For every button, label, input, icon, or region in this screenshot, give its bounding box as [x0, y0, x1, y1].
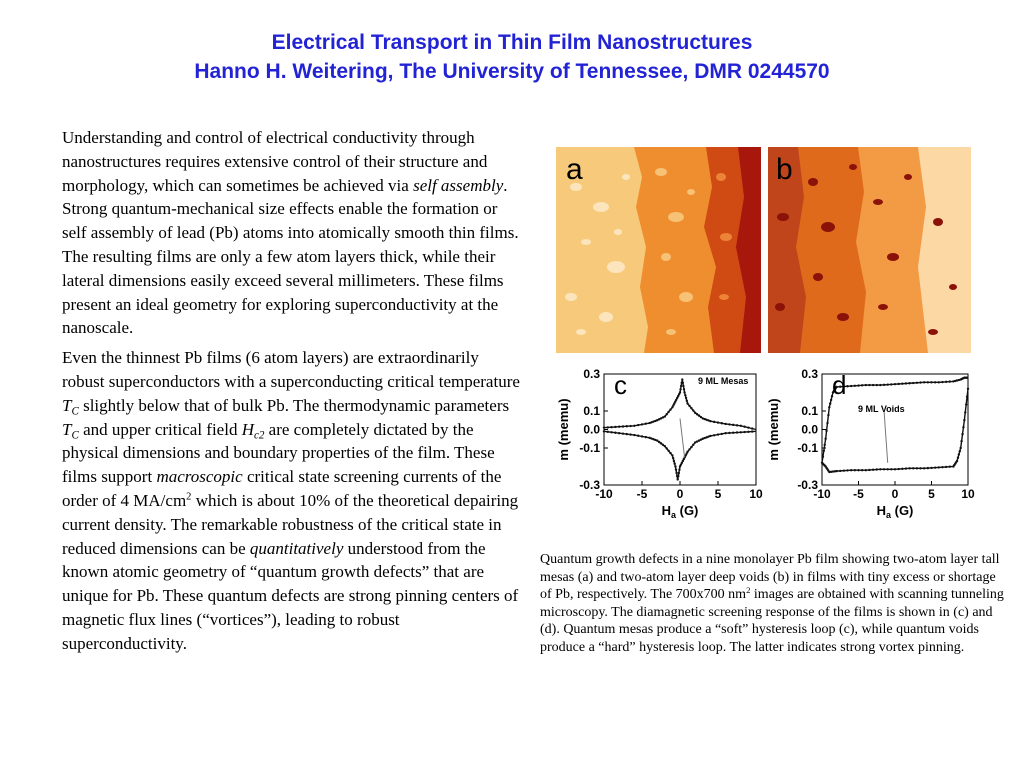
data-point — [861, 469, 863, 471]
x-tick-label: 5 — [714, 487, 722, 501]
data-point — [675, 469, 677, 471]
data-point — [887, 383, 889, 385]
p2-text-i: understood from the known atomic geometry of “quantum growth defects” that are unique for Pb. These quantum defects are strong pinning centers of magnetic flux lines (“vortices”), leading to robust superconductivity. — [62, 538, 519, 653]
data-point — [872, 469, 874, 471]
data-point — [919, 381, 921, 383]
data-point — [850, 469, 852, 471]
y-axis-label: m (memu) — [556, 398, 571, 461]
x-tick-label: 0 — [676, 487, 684, 501]
data-point — [669, 452, 671, 454]
p1-text-c: . Strong quantum-mechanical size effects enable the formation or self assembly of lead (Pb) atoms into atomically smooth thin films. The resulting films are only a few atom layers thick, while their lateral dimensions easily exceed several millimeters. These films present an ideal geometry for exploring superconductivity at the nanoscale. — [62, 175, 519, 338]
data-point — [645, 423, 647, 425]
data-point — [827, 414, 829, 416]
p1-italic-self-assembly: self assembly — [413, 175, 504, 195]
x-tick-label: 0 — [891, 487, 899, 501]
data-point — [732, 424, 734, 426]
p2-text-f: critical state screening currents of the order of 4 MA/cm — [62, 467, 502, 510]
data-point — [728, 423, 730, 425]
plot-annotation: 9 ML Voids — [858, 404, 905, 414]
data-point — [846, 385, 848, 387]
data-point — [683, 391, 685, 393]
stm-image-a — [556, 147, 761, 353]
p2-tc-symbol-2: T — [62, 419, 72, 439]
data-point — [934, 466, 936, 468]
data-point — [709, 420, 711, 422]
paragraph-1 — [62, 126, 520, 340]
data-point — [949, 466, 951, 468]
data-point — [822, 463, 824, 465]
data-point — [966, 377, 968, 379]
data-point — [916, 467, 918, 469]
data-point — [927, 467, 929, 469]
data-point — [958, 453, 960, 455]
data-point — [912, 382, 914, 384]
data-point — [938, 466, 940, 468]
data-point — [938, 381, 940, 383]
data-point — [610, 426, 612, 428]
data-point — [683, 388, 685, 390]
data-point — [618, 432, 620, 434]
data-point — [890, 468, 892, 470]
data-point — [709, 435, 711, 437]
data-point — [684, 394, 686, 396]
y-tick-label: 0.3 — [801, 367, 818, 381]
data-point — [633, 434, 635, 436]
title-line-2: Hanno H. Weitering, The University of Tennessee, DMR 0244570 — [194, 60, 830, 83]
data-point — [685, 397, 687, 399]
data-point — [743, 426, 745, 428]
data-point — [603, 426, 605, 428]
p2-tc-subscript: C — [71, 405, 79, 418]
data-point — [690, 407, 692, 409]
data-point — [941, 466, 943, 468]
p2-text-d: are completely dictated by the physical dimensions and boundary properties of the film. These films support — [62, 419, 495, 487]
x-tick-label: -5 — [636, 487, 648, 501]
data-point — [637, 424, 639, 426]
data-point — [829, 402, 831, 404]
stm-image-b — [768, 147, 971, 353]
data-point — [721, 433, 723, 435]
data-point — [823, 450, 825, 452]
y-tick-label: -0.1 — [797, 441, 818, 455]
data-point — [680, 385, 682, 387]
data-point — [876, 468, 878, 470]
p2-text-b: slightly below that of bulk Pb. The thermodynamic parameters — [78, 395, 510, 415]
data-point — [912, 467, 914, 469]
data-point — [690, 446, 692, 448]
body-text — [62, 126, 520, 662]
p1-text-a: Understanding and control of electrical conductivity through nanostructures requires extensive control of their structure and morphology, which can sometimes be achieved via — [62, 128, 488, 195]
data-point — [641, 423, 643, 425]
data-point — [957, 457, 959, 459]
data-point — [747, 431, 749, 433]
data-point — [923, 381, 925, 383]
data-point — [865, 384, 867, 386]
data-point — [927, 381, 929, 383]
panel-label: d — [832, 370, 847, 400]
plot-annotation: 9 ML Mesas — [698, 376, 749, 386]
data-point — [736, 424, 738, 426]
x-tick-label: 10 — [749, 487, 763, 501]
data-point — [688, 405, 690, 407]
data-point — [614, 432, 616, 434]
data-point — [626, 433, 628, 435]
x-tick-label: 10 — [961, 487, 975, 501]
data-point — [930, 467, 932, 469]
series-line-3 — [680, 418, 685, 457]
y-tick-label: 0.1 — [801, 404, 818, 418]
data-point — [952, 465, 954, 467]
data-point — [905, 467, 907, 469]
title-line-1: Electrical Transport in Thin Film Nanostructures — [271, 31, 753, 54]
data-point — [961, 433, 963, 435]
data-point — [633, 425, 635, 427]
hysteresis-plot-d — [766, 362, 976, 522]
data-point — [857, 469, 859, 471]
data-point — [666, 413, 668, 415]
data-point — [675, 472, 677, 474]
data-point — [713, 434, 715, 436]
data-point — [622, 432, 624, 434]
y-tick-label: 0.1 — [583, 404, 600, 418]
data-point — [682, 382, 684, 384]
data-point — [894, 468, 896, 470]
y-tick-label: -0.1 — [579, 441, 600, 455]
data-point — [673, 463, 675, 465]
panel-label: c — [614, 370, 627, 400]
data-point — [688, 448, 690, 450]
data-point — [622, 425, 624, 427]
data-point — [743, 431, 745, 433]
data-point — [677, 478, 679, 480]
data-point — [879, 468, 881, 470]
panel-a-label: a — [566, 153, 583, 186]
data-point — [894, 383, 896, 385]
x-tick-label: 5 — [928, 487, 935, 501]
p2-tc-symbol: T — [62, 395, 72, 415]
data-point — [916, 382, 918, 384]
x-axis-label: $H_a$ (G) — [876, 503, 914, 520]
hysteresis-plot-c — [556, 362, 761, 522]
data-point — [681, 378, 683, 380]
data-point — [667, 450, 669, 452]
data-point — [728, 432, 730, 434]
data-point — [854, 469, 856, 471]
data-point — [824, 438, 826, 440]
data-point — [908, 382, 910, 384]
data-point — [751, 427, 753, 429]
data-point — [610, 431, 612, 433]
p2-italic-macroscopic: macroscopic — [156, 467, 243, 487]
p2-text-c: and upper critical field — [78, 419, 242, 439]
y-axis-label: m (memu) — [766, 398, 781, 461]
caption-text-a: Quantum growth defects in a nine monolayer Pb film showing two-atom layer tall mesas (a) and two-atom layer deep voids (b) in films with tiny excess or shortage of Pb, respectively. The 700x700 nm — [540, 552, 1000, 602]
data-point — [740, 431, 742, 433]
y-tick-label: 0.3 — [583, 367, 600, 381]
data-point — [967, 388, 969, 390]
data-point — [721, 422, 723, 424]
data-point — [908, 467, 910, 469]
data-point — [672, 457, 674, 459]
series-line-2 — [822, 389, 968, 472]
data-point — [960, 440, 962, 442]
data-point — [934, 381, 936, 383]
data-point — [825, 430, 827, 432]
data-point — [839, 470, 841, 472]
data-point — [686, 402, 688, 404]
data-point — [713, 421, 715, 423]
data-point — [868, 384, 870, 386]
data-point — [666, 447, 668, 449]
data-point — [945, 381, 947, 383]
data-point — [905, 382, 907, 384]
data-point — [674, 465, 676, 467]
data-point — [824, 444, 826, 446]
data-point — [949, 380, 951, 382]
data-point — [901, 468, 903, 470]
slide-title — [0, 28, 1024, 86]
p2-text-a: Even the thinnest Pb films (6 atom layers) are extraordinarily robust superconductors with a superconducting critical temperature — [62, 348, 520, 391]
p2-text-g: which is about 10% of the theoretical depairing current density. The remarkable robustness of the critical state in reduced dimensions can be — [62, 490, 519, 558]
data-point — [724, 423, 726, 425]
data-point — [667, 411, 669, 413]
data-point — [692, 409, 694, 411]
paragraph-2 — [62, 346, 520, 655]
data-point — [678, 469, 680, 471]
y-tick-label: -0.3 — [797, 478, 818, 492]
y-tick-label: 0.0 — [801, 422, 818, 437]
data-point — [872, 384, 874, 386]
data-point — [618, 426, 620, 428]
data-point — [846, 469, 848, 471]
data-point — [626, 425, 628, 427]
data-point — [736, 431, 738, 433]
data-point — [664, 415, 666, 417]
p2-hc2-symbol: H — [241, 419, 254, 439]
data-point — [865, 469, 867, 471]
data-point — [686, 400, 688, 402]
data-point — [883, 468, 885, 470]
data-point — [879, 384, 881, 386]
data-point — [717, 421, 719, 423]
data-point — [959, 450, 961, 452]
data-point — [692, 444, 694, 446]
caption-text-b: images are obtained with scanning tunneling microscopy. The diamagnetic screening response of the films is shown in (c) and (d). Quantum mesas produce a “soft” hysteresis loop (c), while quantum voids produce a “hard” hysteresis loop. The latter indicates strong vortex pinning. — [540, 587, 1004, 655]
panel-b-label: b — [776, 153, 793, 186]
x-tick-label: -5 — [853, 487, 864, 501]
data-point — [673, 460, 675, 462]
data-point — [732, 432, 734, 434]
series-line-3 — [884, 411, 888, 463]
data-point — [641, 435, 643, 437]
data-point — [868, 469, 870, 471]
data-point — [861, 384, 863, 386]
data-point — [629, 425, 631, 427]
data-point — [897, 383, 899, 385]
data-point — [919, 467, 921, 469]
data-point — [923, 467, 925, 469]
data-point — [887, 468, 889, 470]
data-point — [671, 454, 673, 456]
data-point — [637, 435, 639, 437]
data-point — [724, 432, 726, 434]
data-point — [747, 426, 749, 428]
data-point — [607, 426, 609, 428]
data-point — [960, 447, 962, 449]
data-point — [682, 385, 684, 387]
data-point — [941, 381, 943, 383]
data-point — [677, 475, 679, 477]
data-point — [850, 385, 852, 387]
y-tick-label: -0.3 — [579, 478, 600, 492]
p2-superscript: 2 — [186, 491, 192, 503]
data-point — [740, 425, 742, 427]
data-point — [945, 466, 947, 468]
data-point — [679, 388, 681, 390]
data-point — [843, 469, 845, 471]
p2-hc2-subscript: c2 — [253, 428, 265, 441]
data-point — [664, 445, 666, 447]
data-point — [822, 456, 824, 458]
data-point — [629, 433, 631, 435]
data-point — [963, 419, 965, 421]
data-point — [826, 422, 828, 424]
data-point — [876, 384, 878, 386]
data-point — [930, 381, 932, 383]
data-point — [645, 436, 647, 438]
data-point — [964, 411, 966, 413]
data-point — [857, 384, 859, 386]
data-point — [883, 384, 885, 386]
data-point — [828, 406, 830, 408]
x-tick-label: -10 — [813, 487, 831, 501]
data-point — [679, 391, 681, 393]
data-point — [966, 395, 968, 397]
x-tick-label: -10 — [595, 487, 613, 501]
data-point — [890, 383, 892, 385]
data-point — [669, 408, 671, 410]
data-point — [607, 431, 609, 433]
data-point — [901, 383, 903, 385]
y-tick-label: 0.0 — [583, 422, 600, 437]
data-point — [751, 430, 753, 432]
data-point — [686, 451, 688, 453]
data-point — [854, 385, 856, 387]
p2-italic-quantitatively: quantitatively — [249, 538, 344, 558]
terrace-light-b — [918, 147, 971, 353]
x-axis-label: $H_a$ (G) — [661, 503, 699, 520]
data-point — [962, 426, 964, 428]
figure-caption — [540, 551, 1010, 656]
data-point — [603, 430, 605, 432]
data-point — [678, 472, 680, 474]
p2-tc-subscript-2: C — [71, 428, 79, 441]
data-point — [614, 426, 616, 428]
data-point — [965, 403, 967, 405]
data-point — [717, 433, 719, 435]
data-point — [897, 468, 899, 470]
series-line-2 — [604, 431, 756, 479]
caption-superscript: 2 — [746, 584, 751, 595]
